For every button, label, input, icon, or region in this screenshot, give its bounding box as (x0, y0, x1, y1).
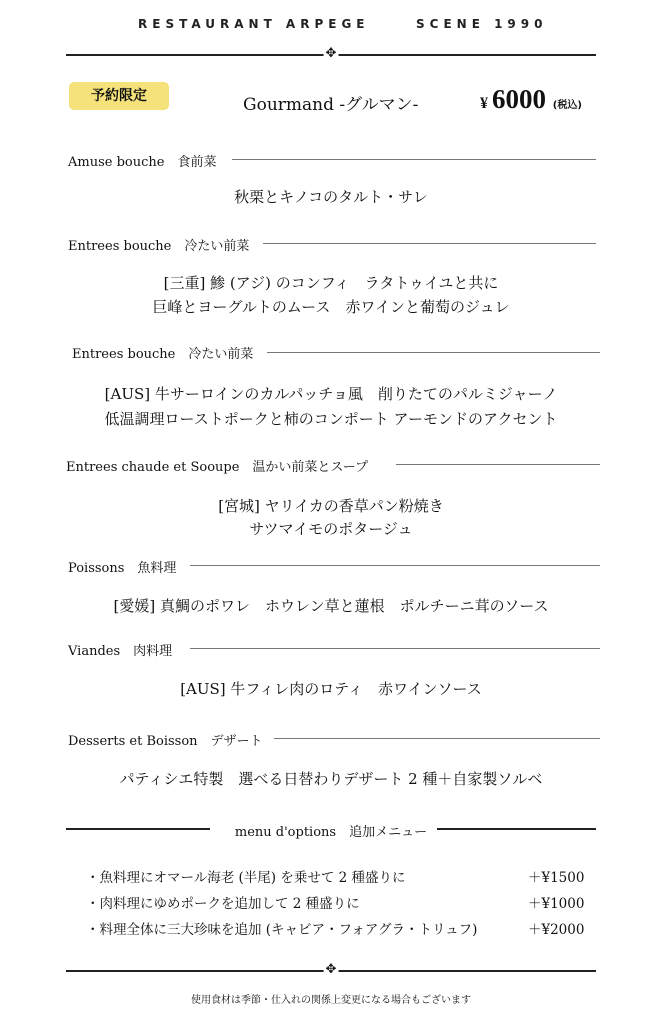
dish: サツマイモのポタージュ (249, 520, 413, 538)
option-price: ＋¥2000 (528, 922, 585, 938)
dish: 秋栗とキノコのタルト・サレ (234, 188, 428, 206)
scene-label: SCENE 1990 (416, 17, 548, 31)
tax-label: (税込) (552, 100, 582, 111)
section-title: Poissons 魚料理 (68, 561, 177, 576)
divider (267, 352, 600, 353)
divider (396, 464, 600, 465)
restaurant-name: RESTAURANT ARPEGE (138, 17, 370, 31)
fleur-icon: ✥ (325, 46, 337, 61)
dish: パティシエ特製 選べる日替わりデザート 2 種＋自家製ソルベ (119, 770, 543, 788)
section-title: Desserts et Boisson デザート (68, 734, 263, 749)
divider (437, 828, 596, 830)
reservation-only-badge: 予約限定 (69, 82, 169, 110)
fleur-icon: ✥ (325, 962, 337, 977)
option-item: ・肉料理にゆめポークを追加して 2 種盛りに (86, 896, 360, 912)
dish: 低温調理ローストポークと柿のコンポート アーモンドのアクセント (104, 410, 558, 428)
dish: [AUS] 牛サーロインのカルパッチョ風 削りたてのパルミジャーノ (104, 385, 558, 403)
section-title: Amuse bouche 食前菜 (68, 155, 217, 170)
section-title: Entrees bouche 冷たい前菜 (68, 239, 250, 254)
divider (232, 159, 596, 160)
dish: [AUS] 牛フィレ肉のロティ 赤ワインソース (180, 680, 482, 698)
dish: [三重] 鯵 (アジ) のコンフィ ラタトゥイユと共に (163, 274, 499, 292)
currency: ¥ (480, 95, 488, 112)
divider (190, 648, 600, 649)
divider (263, 243, 596, 244)
ornament-divider (66, 962, 596, 977)
divider (274, 738, 600, 739)
dish: [宮城] ヤリイカの香草パン粉焼き (218, 497, 444, 515)
section-title: Viandes 肉料理 (68, 644, 173, 659)
dish: [愛媛] 真鯛のポワレ ホウレン草と蓮根 ポルチーニ茸のソース (113, 597, 549, 615)
dish: 巨峰とヨーグルトのムース 赤ワインと葡萄のジュレ (152, 298, 510, 316)
options-title: menu d'options 追加メニュー (234, 825, 428, 840)
course-name: Gourmand -グルマン- (243, 95, 419, 115)
option-item: ・料理全体に三大珍味を追加 (キャビア・フォアグラ・トリュフ) (86, 922, 478, 938)
footer-note: 使用食材は季節・仕入れの関係上変更になる場合もございます (191, 995, 471, 1006)
section-title: Entrees chaude et Sooupe 温かい前菜とスープ (66, 460, 369, 475)
price-value: 6000 (492, 84, 546, 114)
option-item: ・魚料理にオマール海老 (半尾) を乗せて 2 種盛りに (86, 870, 406, 886)
ornament-divider (66, 46, 596, 61)
section-title: Entrees bouche 冷たい前菜 (72, 347, 254, 362)
option-price: ＋¥1000 (528, 896, 585, 912)
option-price: ＋¥1500 (528, 870, 585, 886)
course-price (480, 84, 582, 115)
divider (190, 565, 600, 566)
